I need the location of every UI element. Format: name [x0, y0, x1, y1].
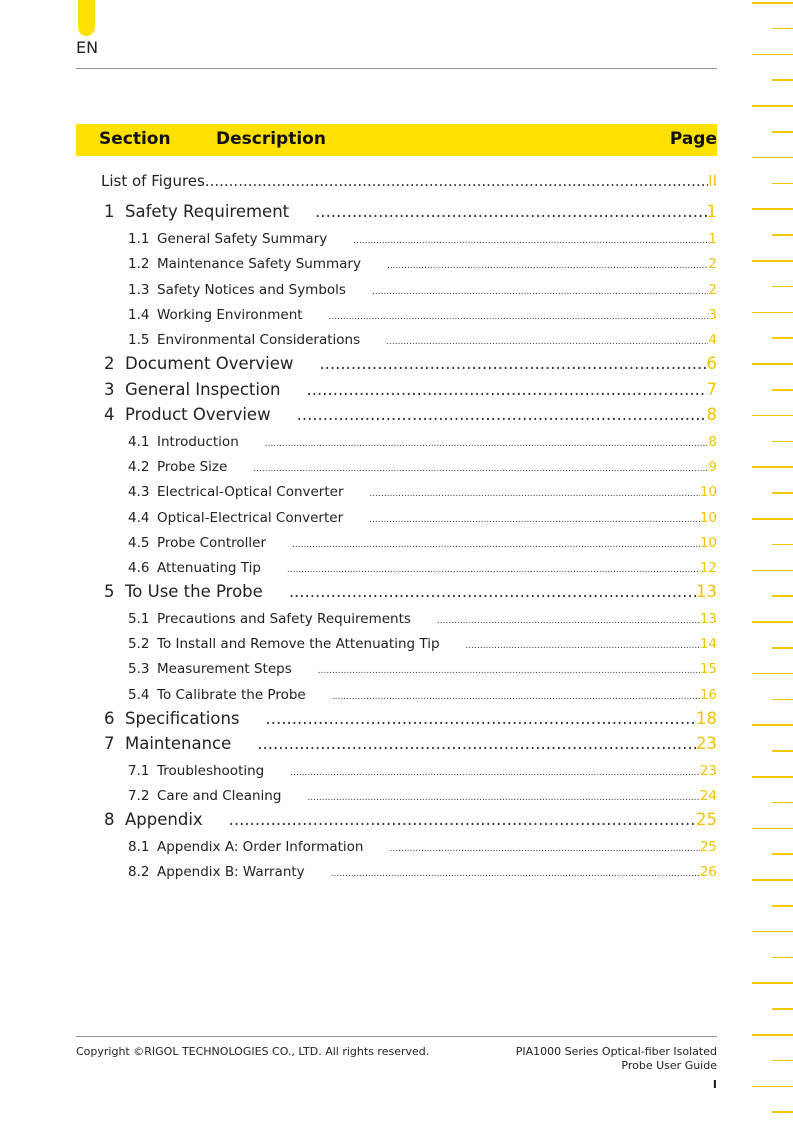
toc-section-entry[interactable]: [76, 839, 717, 855]
edge-tick: [752, 621, 793, 623]
toc-section-entry[interactable]: [76, 636, 717, 652]
toc-entry-page-number: 1: [708, 231, 717, 247]
toc-entry-title: Maintenance: [125, 734, 232, 753]
toc-dot-leader: [318, 666, 700, 676]
toc-entry-title: Environmental Considerations: [157, 332, 361, 348]
toc-entry-number: 7: [104, 734, 115, 753]
toc-entry-title: To Use the Probe: [125, 582, 263, 601]
edge-tick: [752, 157, 793, 159]
toc-dot-leader: [389, 844, 699, 854]
document-title-line1: PIA1000 Series Optical-fiber Isolated: [515, 1045, 717, 1058]
toc-dot-leader: [372, 287, 708, 297]
toc-entry-page-number: 24: [699, 788, 717, 804]
edge-tick: [772, 492, 793, 494]
toc-section-entry[interactable]: [76, 459, 717, 475]
toc-entry-number: 2: [104, 354, 115, 373]
toc-entry-title: Maintenance Safety Summary: [157, 256, 361, 272]
toc-section-entry[interactable]: [76, 231, 717, 247]
toc-entry-title: General Safety Summary: [157, 231, 328, 247]
toc-entry-number: 5: [104, 582, 115, 601]
toc-dot-leader: [297, 405, 707, 424]
toc-section-entry[interactable]: [76, 307, 717, 323]
toc-section-entry[interactable]: [76, 864, 717, 880]
edge-tick: [772, 79, 793, 81]
toc-section-entry[interactable]: [76, 788, 717, 804]
edge-tick: [752, 363, 793, 365]
toc-entry-number: 4.1: [128, 434, 150, 450]
toc-dot-leader: [290, 768, 700, 778]
toc-dot-leader: [466, 641, 700, 651]
document-title-line2: Probe User Guide: [621, 1059, 717, 1072]
edge-tick: [752, 1086, 793, 1088]
toc-section-entry[interactable]: [76, 535, 717, 551]
toc-section-entry[interactable]: [76, 611, 717, 627]
toc-entry-title: To Install and Remove the Attenuating Tip: [157, 636, 440, 652]
edge-tick: [772, 699, 793, 701]
column-header-section: Section: [99, 129, 171, 149]
toc-section-entry[interactable]: [76, 661, 717, 677]
toc-entry-title: Safety Requirement: [125, 202, 290, 221]
toc-section-entry[interactable]: [76, 510, 717, 526]
toc-entry-list-of-figures[interactable]: [76, 172, 717, 190]
toc-chapter-entry[interactable]: [76, 202, 717, 221]
toc-entry-page-number: 12: [699, 560, 717, 576]
toc-entry-page-number: 10: [699, 510, 717, 526]
edge-tick: [752, 208, 793, 210]
toc-entry-title: General Inspection: [125, 380, 281, 399]
toc-entry-page-number: 4: [708, 332, 717, 348]
toc-dot-leader: [386, 337, 708, 347]
toc-entry-page-number: 23: [696, 734, 717, 753]
toc-entry-page-number: II: [708, 172, 717, 190]
edge-tick: [772, 286, 793, 288]
edge-tick: [752, 466, 793, 468]
edge-tick: [772, 337, 793, 339]
chapter-tab-marker: [78, 0, 95, 36]
toc-entry-title: Attenuating Tip: [157, 560, 261, 576]
toc-entry-page-number: 16: [699, 687, 717, 703]
toc-entry-number: 4.6: [128, 560, 150, 576]
edge-tick: [772, 905, 793, 907]
toc-dot-leader: [369, 515, 700, 525]
toc-entry-page-number: 1: [706, 202, 717, 221]
toc-section-entry[interactable]: [76, 687, 717, 703]
toc-entry-page-number: 23: [699, 763, 717, 779]
toc-header-bar: [76, 124, 717, 156]
toc-entry-title: Probe Size: [157, 459, 228, 475]
side-edge-ticks: [752, 0, 793, 1122]
edge-tick: [752, 570, 793, 572]
toc-chapter-entry[interactable]: [76, 582, 717, 601]
toc-entry-number: 5.4: [128, 687, 150, 703]
toc-entry-title: Document Overview: [125, 354, 294, 373]
toc-entry-title: Appendix: [125, 810, 203, 829]
edge-tick: [772, 1008, 793, 1010]
toc-dot-leader: [307, 380, 707, 399]
toc-entry-page-number: 6: [706, 354, 717, 373]
toc-chapter-entry[interactable]: [76, 405, 717, 424]
toc-entry-page-number: 2: [708, 282, 717, 298]
edge-tick: [772, 750, 793, 752]
edge-tick: [752, 105, 793, 107]
toc-entry-number: 4.5: [128, 535, 150, 551]
toc-entry-number: 1.3: [128, 282, 150, 298]
toc-entry-title: Introduction: [157, 434, 239, 450]
toc-entry-page-number: 25: [699, 839, 717, 855]
edge-tick: [772, 1111, 793, 1113]
toc-entry-title: Appendix B: Warranty: [157, 864, 305, 880]
edge-tick: [752, 518, 793, 520]
toc-entry-page-number: 26: [699, 864, 717, 880]
edge-tick: [752, 54, 793, 56]
toc-entry-number: 6: [104, 709, 115, 728]
edge-tick: [772, 544, 793, 546]
edge-tick: [772, 183, 793, 185]
toc-entry-number: 1.2: [128, 256, 150, 272]
edge-tick: [772, 441, 793, 443]
toc-entry-number: 4.4: [128, 510, 150, 526]
toc-dot-leader: [292, 540, 700, 550]
toc-entry-title: Troubleshooting: [157, 763, 265, 779]
edge-tick: [752, 415, 793, 417]
toc-entry-title: Optical-Electrical Converter: [157, 510, 344, 526]
edge-tick: [752, 931, 793, 933]
toc-chapter-entry[interactable]: [76, 709, 717, 728]
toc-entry-title: Working Environment: [157, 307, 303, 323]
toc-dot-leader: [331, 869, 700, 879]
toc-dot-leader: [353, 236, 708, 246]
toc-entry-title: Measurement Steps: [157, 661, 292, 677]
edge-tick: [772, 234, 793, 236]
toc-entry-title: Appendix A: Order Information: [157, 839, 364, 855]
toc-entry-title: Precautions and Safety Requirements: [157, 611, 411, 627]
toc-entry-page-number: 25: [696, 810, 717, 829]
toc-entry-page-number: 8: [706, 405, 717, 424]
toc-entry-page-number: 13: [699, 611, 717, 627]
toc-entry-page-number: 18: [696, 709, 717, 728]
copyright-text: Copyright ©RIGOL TECHNOLOGIES CO., LTD. All rights reserved.: [76, 1045, 430, 1058]
toc-entry-page-number: 7: [706, 380, 717, 399]
toc-chapter-entry[interactable]: [76, 354, 717, 373]
toc-entry-number: 5.2: [128, 636, 150, 652]
edge-tick: [752, 982, 793, 984]
toc-entry-title: Safety Notices and Symbols: [157, 282, 346, 298]
edge-tick: [772, 389, 793, 391]
edge-tick: [752, 673, 793, 675]
toc-entry-page-number: 8: [708, 434, 717, 450]
toc-dot-leader: [329, 312, 709, 322]
edge-tick: [772, 131, 793, 133]
toc-section-entry[interactable]: [76, 282, 717, 298]
edge-tick: [772, 595, 793, 597]
column-header-page: Page: [669, 129, 717, 149]
toc-entry-page-number: 15: [699, 661, 717, 677]
edge-tick: [752, 724, 793, 726]
column-header-description: Description: [216, 129, 326, 149]
toc-entry-number: 1.1: [128, 231, 150, 247]
toc-entry-number: 1.5: [128, 332, 150, 348]
toc-entry-number: 4.3: [128, 484, 150, 500]
toc-dot-leader: [266, 709, 696, 728]
toc-entry-number: 8: [104, 810, 115, 829]
toc-dot-leader: [387, 261, 708, 271]
toc-section-entry[interactable]: [76, 434, 717, 450]
toc-dot-leader: [319, 354, 706, 373]
toc-entry-page-number: 10: [699, 484, 717, 500]
toc-entry-number: 7.2: [128, 788, 150, 804]
toc-dot-leader: [307, 793, 699, 803]
toc-dot-leader: [205, 172, 708, 190]
edge-tick: [772, 28, 793, 30]
toc-dot-leader: [229, 810, 696, 829]
toc-entry-page-number: 10: [699, 535, 717, 551]
toc-entry-number: 5.3: [128, 661, 150, 677]
toc-entry-page-number: 14: [699, 636, 717, 652]
edge-tick: [772, 647, 793, 649]
toc-entry-number: 4: [104, 405, 115, 424]
document-title: [516, 1045, 717, 1073]
toc-entry-title: List of Figures: [101, 172, 205, 190]
toc-dot-leader: [332, 692, 700, 702]
toc-entry-title: To Calibrate the Probe: [157, 687, 306, 703]
edge-tick: [752, 2, 793, 4]
edge-tick: [752, 1034, 793, 1036]
toc-chapter-entry[interactable]: [76, 734, 717, 753]
toc-dot-leader: [437, 616, 700, 626]
toc-chapter-entry[interactable]: [76, 380, 717, 399]
toc-entry-number: 1: [104, 202, 115, 221]
toc-dot-leader: [289, 582, 696, 601]
edge-tick: [752, 828, 793, 830]
footer-divider: [76, 1036, 717, 1037]
toc-entry-title: Probe Controller: [157, 535, 266, 551]
toc-dot-leader: [257, 734, 696, 753]
toc-entry-page-number: 13: [696, 582, 717, 601]
edge-tick: [772, 802, 793, 804]
edge-tick: [752, 312, 793, 314]
toc-entry-title: Electrical-Optical Converter: [157, 484, 344, 500]
edge-tick: [752, 776, 793, 778]
toc-dot-leader: [265, 439, 709, 449]
toc-entry-number: 8.1: [128, 839, 150, 855]
edge-tick: [772, 957, 793, 959]
toc-entry-page-number: 9: [708, 459, 717, 475]
toc-chapter-entry[interactable]: [76, 810, 717, 829]
toc-section-entry[interactable]: [76, 332, 717, 348]
edge-tick: [772, 853, 793, 855]
toc-section-entry[interactable]: [76, 256, 717, 272]
toc-section-entry[interactable]: [76, 560, 717, 576]
edge-tick: [752, 260, 793, 262]
toc-section-entry[interactable]: [76, 484, 717, 500]
language-label: EN: [76, 38, 99, 57]
toc-entry-page-number: 3: [708, 307, 717, 323]
page-number: I: [712, 1078, 717, 1091]
toc-dot-leader: [253, 464, 708, 474]
toc-section-entry[interactable]: [76, 763, 717, 779]
toc-entry-title: Specifications: [125, 709, 240, 728]
edge-tick: [772, 1060, 793, 1062]
toc-entry-number: 1.4: [128, 307, 150, 323]
toc-dot-leader: [287, 565, 700, 575]
toc-entry-title: Care and Cleaning: [157, 788, 282, 804]
edge-tick: [752, 879, 793, 881]
toc-entry-number: 5.1: [128, 611, 150, 627]
toc-entry-number: 4.2: [128, 459, 150, 475]
toc-dot-leader: [315, 202, 706, 221]
toc-entry-number: 3: [104, 380, 115, 399]
toc-entry-number: 8.2: [128, 864, 150, 880]
toc-dot-leader: [370, 489, 700, 499]
header-divider: [76, 68, 717, 69]
toc-entry-title: Product Overview: [125, 405, 271, 424]
toc-entry-number: 7.1: [128, 763, 150, 779]
toc-entry-page-number: 2: [708, 256, 717, 272]
